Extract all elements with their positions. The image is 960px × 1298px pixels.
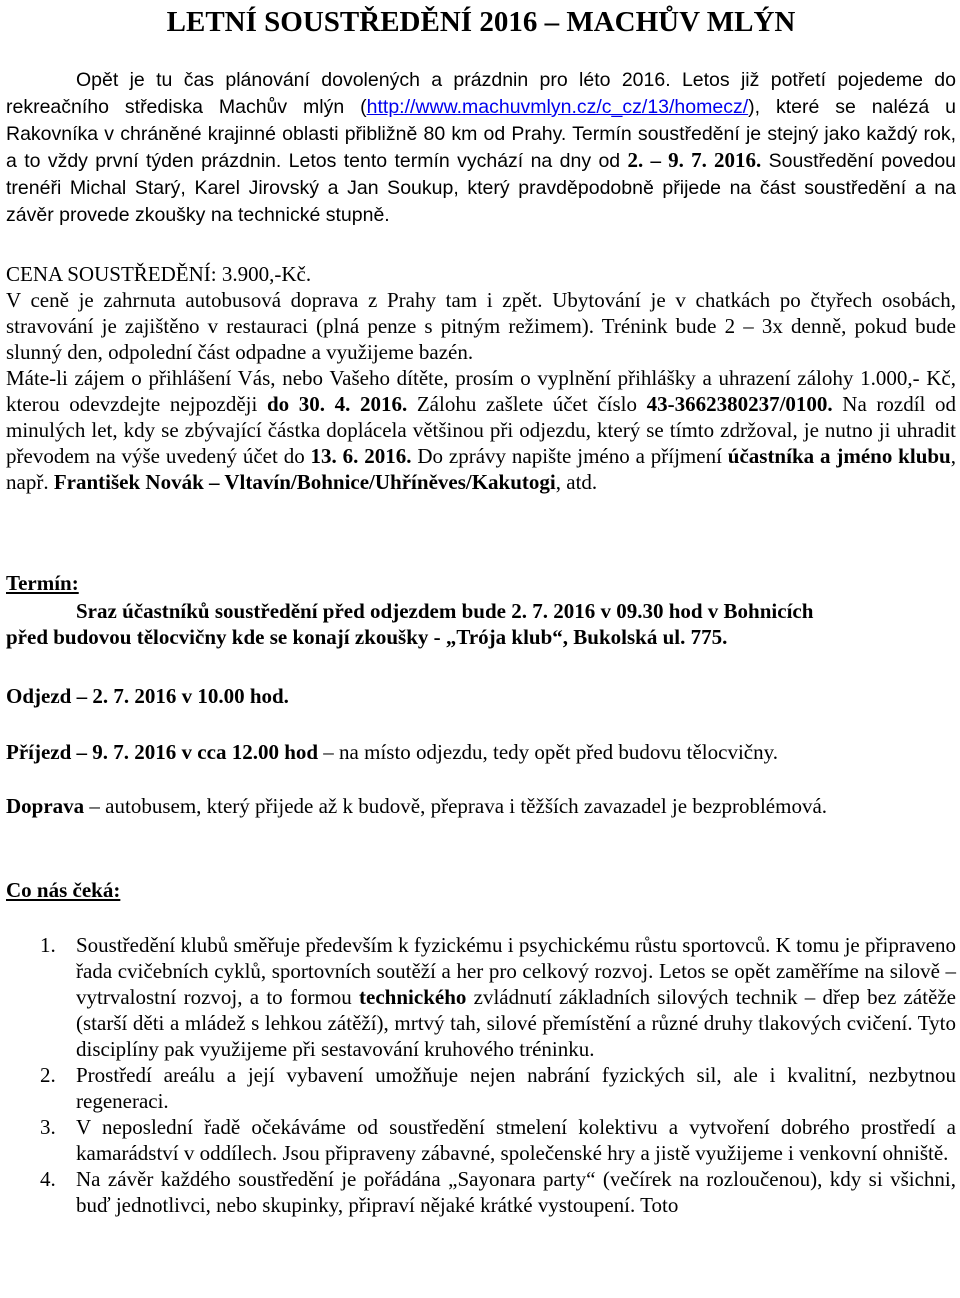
list-item-bold: technického — [359, 985, 467, 1009]
arrival-rest: – na místo odjezdu, tedy opět před budovu tělocvičny. — [318, 740, 778, 764]
list-number: 3. — [40, 1115, 56, 1139]
camp-dates: 2. – 9. 7. 2016. — [627, 148, 762, 172]
intro-text-1: Opět je tu čas plánování dovolených a prázdnin pro léto 2016. Letos již potřetí pojedeme do rekreačního střediska Machův mlýn ( — [6, 69, 956, 118]
deposit-text-3: Na rozdíl od minulých let, kdy se zbývající částka doplácela většinou při odjezdu, který se tímto zdržoval, je nutno ji uhradit převodem na výše uvedený účet do — [6, 392, 956, 468]
deposit-text-6: , atd. — [555, 470, 598, 494]
arrival-bold: Příjezd – 9. 7. 2016 v cca 12.00 hod — [6, 740, 319, 764]
list-item-text: Na závěr každého soustředění je pořádána „Sayonara party“ (večírek na rozloučenou), kdy si všichni, buď jednotlivci, nebo skupinky, připraví nějaké krátké vystoupení. Toto — [76, 1167, 956, 1217]
list-item — [6, 1062, 956, 1114]
bank-account: 43-3662380237/0100. — [646, 392, 833, 416]
deposit-deadline: do 30. 4. 2016. — [266, 392, 408, 416]
deposit-text-2: Zálohu zašlete účet číslo — [407, 392, 647, 416]
list-item-text: Soustředění klubů směřuje především k fyzickému i psychickému růstu sportovců. K tomu je připraveno řada cvičebních cyklů, sportovních soutěží a her pro celkový rozvoj. Letos se opět zaměříme na silově – vytrvalostní rozvoj, a to formou — [76, 933, 956, 1009]
intro-text-2: ), které se nalézá u Rakovníka v chráněné krajinné oblasti přibližně 80 km od Prahy. Termín soustředění je stejný jako každý rok, a to vždy první týden prázdnin. Letos tento termín vychází na dny od — [6, 96, 956, 172]
list-number: 1. — [40, 933, 56, 957]
meeting-line-1: Sraz účastníků soustředění před odjezdem bude 2. 7. 2016 v 09.30 hod v Bohnicích — [76, 599, 814, 623]
meeting-line-2: před budovou tělocvičny kde se konají zkoušky - „Trója klub“, Bukolská ul. 775. — [6, 625, 728, 649]
deposit-text-1: Máte-li zájem o přihlášení Vás, nebo Vašeho dítěte, prosím o vyplnění přihlášky a uhrazení zálohy 1.000,- Kč, kterou odevzdejte nejpozději — [6, 366, 956, 416]
term-heading: Termín: — [6, 571, 79, 595]
list-item-text: V neposlední řadě očekáváme od soustředění stmelení kolektivu a vytvoření dobrého prostředí a kamarádství v oddílech. Jsou připraveny zábavné, společenské hry a jistě využijeme i venkovní ohniště. — [76, 1115, 956, 1165]
deposit-paragraph — [6, 365, 956, 495]
price-text-1: V ceně je zahrnuta autobusová doprava z Prahy tam i zpět. — [6, 288, 543, 312]
list-item-text-cont: zvládnutí základních silových technik – dřep bez zátěže (starší děti a mládež s lehkou zátěží), mrtvý tah, silové přemístění a různé druhy tlakových cvičení. Tyto disciplíny pak využijeme při sestavování kruhového tréninku. — [76, 985, 956, 1061]
payment-date: 13. 6. 2016. — [310, 444, 412, 468]
price-text-2: Ubytování je v chatkách po čtyřech osobách, stravování je zajištěno v restauraci (plná penze s pitným režimem). Trénink bude 2 – 3x denně, pokud bude slunný den, odpolední část odpadne a využijeme bazén. — [6, 288, 956, 364]
what-awaits-list — [6, 932, 956, 1218]
transport-bold: Doprava — [6, 794, 85, 818]
price-paragraph — [6, 287, 956, 365]
price-heading: CENA SOUSTŘEDĚNÍ: 3.900,-Kč. — [6, 262, 312, 286]
price-section — [6, 261, 956, 495]
what-awaits-heading: Co nás čeká: — [6, 878, 121, 902]
page-title: LETNÍ SOUSTŘEDĚNÍ 2016 – MACHŮV MLÝN — [166, 6, 796, 38]
intro-paragraph — [6, 66, 956, 228]
transport-line — [6, 793, 956, 819]
participant-note: účastníka a jméno klubu — [727, 444, 951, 468]
resort-link[interactable]: http://www.machuvmlyn.cz/c_cz/13/homecz/ — [366, 96, 749, 118]
list-item — [6, 1166, 956, 1218]
deposit-text-5: , např. — [6, 444, 956, 494]
transport-rest: – autobusem, který přijede až k budově, přeprava i těžších zavazadel je bezproblémová. — [84, 794, 828, 818]
list-number: 2. — [40, 1063, 56, 1087]
term-details — [6, 598, 956, 650]
list-item — [6, 932, 956, 1062]
intro-text-3: Soustředění povedou trenéři Michal Starý, Karel Jirovský a Jan Soukup, který pravděpodobně přijede na část soustředění a na závěr provede zkoušky na technické stupně. — [6, 150, 957, 226]
arrival-line — [6, 739, 956, 765]
departure-line: Odjezd – 2. 7. 2016 v 10.00 hod. — [6, 684, 289, 708]
list-item-text: Prostředí areálu a její vybavení umožňuje nejen nabrání fyzických sil, ale i kvalitní, nezbytnou regeneraci. — [76, 1063, 956, 1113]
example-name: František Novák – Vltavín/Bohnice/Uhříněves/Kakutogi — [53, 470, 556, 494]
list-number: 4. — [40, 1167, 56, 1191]
deposit-text-4: Do zprávy napište jméno a příjmení — [411, 444, 728, 468]
list-item — [6, 1114, 956, 1166]
